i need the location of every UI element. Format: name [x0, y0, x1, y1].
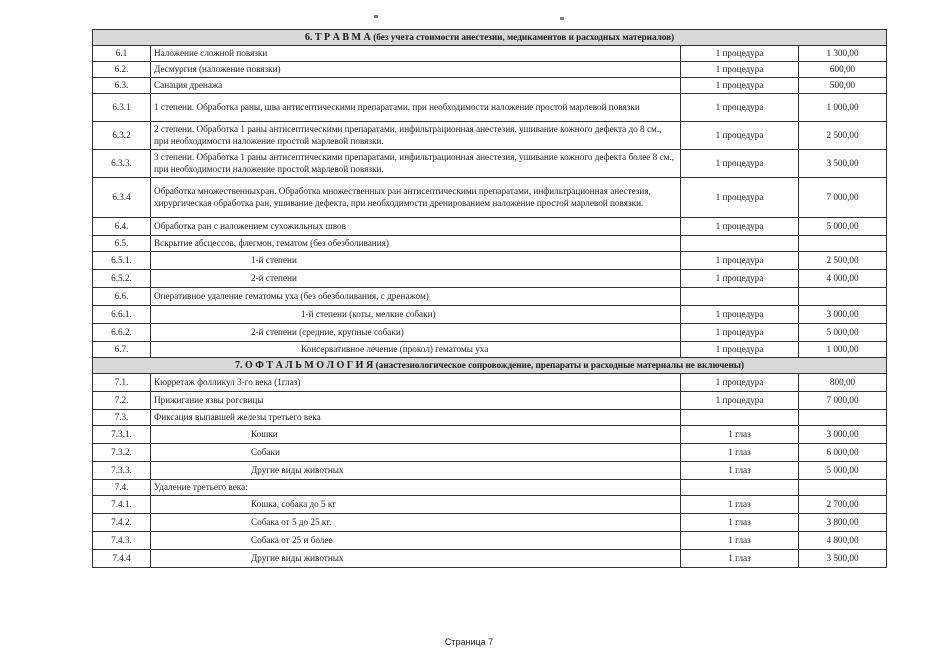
table-row: [93, 514, 887, 532]
item-unit: 1 процедура: [681, 324, 799, 342]
table-row: [93, 392, 887, 410]
item-number: 6.3.1: [93, 94, 151, 122]
item-description: Кошки: [151, 426, 681, 444]
table-row: [93, 410, 887, 426]
table-row: [93, 78, 887, 94]
table-row: [93, 218, 887, 236]
item-price: 3 500,00: [799, 550, 887, 568]
item-number: 6.5.2.: [93, 270, 151, 288]
item-unit: 1 процедура: [681, 270, 799, 288]
item-price: 4 800,00: [799, 532, 887, 550]
item-price: 2 500,00: [799, 252, 887, 270]
table-row: [93, 550, 887, 568]
item-number: 6.3.3.: [93, 150, 151, 178]
scan-speck: [374, 15, 378, 18]
item-unit: 1 процедура: [681, 46, 799, 62]
item-price: 5 000,00: [799, 462, 887, 480]
item-unit: 1 процедура: [681, 252, 799, 270]
item-number: 6.6.: [93, 288, 151, 306]
table-row: [93, 306, 887, 324]
item-price: 2 700,00: [799, 496, 887, 514]
section-note: (анастезиологическое сопровождение, препараты и расходные материалы не включены): [375, 359, 744, 370]
item-description: Кюрретаж фолликул 3-го века (1глаз): [151, 374, 681, 392]
item-price: [799, 288, 887, 306]
item-description: Прижигание язвы рогсвицы: [151, 392, 681, 410]
item-price: 1 000,00: [799, 342, 887, 358]
item-description: Обработка множественныхран. Обработка множественных ран антисептическими препаратами, инфильтрационная анестезия, хирургическая обработка ран, ушивание дефекта, при необходимости дренированием наложение простой марлевой повязки.: [151, 178, 681, 218]
item-unit: 1 процедура: [681, 94, 799, 122]
item-number: 7.4.2.: [93, 514, 151, 532]
item-price: 3 500,00: [799, 150, 887, 178]
item-number: 6.5.1.: [93, 252, 151, 270]
item-number: 6.7.: [93, 342, 151, 358]
item-number: 6.1: [93, 46, 151, 62]
item-unit: 1 процедура: [681, 306, 799, 324]
item-unit: 1 процедура: [681, 178, 799, 218]
item-description: Собака от 25 и более: [151, 532, 681, 550]
item-description: Фиксация выпавшей железы третьего века: [151, 410, 681, 426]
item-unit: 1 процедура: [681, 78, 799, 94]
table-row: [93, 462, 887, 480]
item-description: Удаление третьего века:: [151, 480, 681, 496]
item-description: Другие виды животных: [151, 462, 681, 480]
item-description: 3 степени. Обработка 1 раны антисептическими препаратами, инфильтрационная анестезия, ушивание кожного дефекта более 8 см., при необходимости наложение простой марлевой повязки.: [151, 150, 681, 178]
item-number: 7.3.3.: [93, 462, 151, 480]
item-description: Вскрытие абсцессов, флегмон, гематом (без обезболивания): [151, 236, 681, 252]
item-unit: 1 процедура: [681, 150, 799, 178]
table-row: [93, 324, 887, 342]
item-unit: 1 глаз: [681, 514, 799, 532]
item-number: 6.2.: [93, 62, 151, 78]
item-number: 7.1.: [93, 374, 151, 392]
item-price: 2 500,00: [799, 122, 887, 150]
item-number: 7.4.4: [93, 550, 151, 568]
item-number: 6.3.: [93, 78, 151, 94]
item-price: 5 000,00: [799, 324, 887, 342]
section-header-ophthalmology: [93, 358, 887, 374]
table-row: [93, 178, 887, 218]
table-row: [93, 426, 887, 444]
item-number: 6.3.4: [93, 178, 151, 218]
item-description: 2-й степени (средние, крупные собаки): [151, 324, 681, 342]
item-unit: 1 процедура: [681, 122, 799, 150]
table-row: [93, 342, 887, 358]
item-number: 7.4.: [93, 480, 151, 496]
item-number: 7.4.3.: [93, 532, 151, 550]
table-row: [93, 252, 887, 270]
item-description: Оперативное удаление гематомы уха (без обезболивания, с дренажом): [151, 288, 681, 306]
item-description: Санация дренажа: [151, 78, 681, 94]
item-unit: [681, 236, 799, 252]
item-description: Десмургия (наложение повязки): [151, 62, 681, 78]
item-description: Обработка ран с наложением сухожильных швов: [151, 218, 681, 236]
item-description: Наложение сложной повязки: [151, 46, 681, 62]
table-row: [93, 62, 887, 78]
item-unit: [681, 288, 799, 306]
item-price: 7 000,00: [799, 392, 887, 410]
item-number: 7.4.1.: [93, 496, 151, 514]
item-number: 7.3.1.: [93, 426, 151, 444]
item-price: 3 800,00: [799, 514, 887, 532]
item-price: 3 000,00: [799, 306, 887, 324]
item-price: 5 000,00: [799, 218, 887, 236]
item-description: Другие виды животных: [151, 550, 681, 568]
item-price: 1 300,00: [799, 46, 887, 62]
section-header-trauma: [93, 30, 887, 46]
table-row: [93, 94, 887, 122]
section-title: 6. Т Р А В М А: [304, 31, 371, 43]
item-price: 4 000,00: [799, 270, 887, 288]
item-unit: 1 процедура: [681, 218, 799, 236]
item-description: Собака от 5 до 25 кг.: [151, 514, 681, 532]
item-unit: 1 процедура: [681, 342, 799, 358]
table-row: [93, 444, 887, 462]
item-description: 1-й степени (коты, мелкие собаки): [151, 306, 681, 324]
item-price: 800,00: [799, 374, 887, 392]
table-row: [93, 288, 887, 306]
item-unit: 1 глаз: [681, 532, 799, 550]
item-description: Собаки: [151, 444, 681, 462]
item-unit: 1 процедура: [681, 392, 799, 410]
item-price: 6 000,00: [799, 444, 887, 462]
item-number: 7.3.: [93, 410, 151, 426]
table-row: [93, 236, 887, 252]
item-description: 2 степени. Обработка 1 раны антисептическими препаратами, инфильтрационная анестезия, ушивание кожного дефекта до 8 см., при необходимости наложение простой марлевой повязки.: [151, 122, 681, 150]
item-unit: 1 глаз: [681, 550, 799, 568]
item-description: Консервативное лечение (прокол) гематомы уха: [151, 342, 681, 358]
table-row: [93, 150, 887, 178]
section-note: (без учета стоимости анестезии, медикаментов и расходных материалов): [373, 31, 675, 42]
item-unit: 1 глаз: [681, 426, 799, 444]
table-row: [93, 480, 887, 496]
table-row: [93, 496, 887, 514]
table-row: [93, 46, 887, 62]
item-number: 7.3.2.: [93, 444, 151, 462]
page-number: Страница 7: [444, 637, 494, 647]
item-price: [799, 410, 887, 426]
item-unit: 1 глаз: [681, 462, 799, 480]
item-unit: [681, 410, 799, 426]
scan-speck: [560, 17, 564, 20]
item-number: 6.6.2.: [93, 324, 151, 342]
item-price: [799, 480, 887, 496]
item-unit: 1 процедура: [681, 374, 799, 392]
price-list-table: [92, 29, 887, 568]
table-row: [93, 532, 887, 550]
item-price: 500,00: [799, 78, 887, 94]
item-unit: 1 глаз: [681, 444, 799, 462]
table-row: [93, 270, 887, 288]
item-number: 6.5.: [93, 236, 151, 252]
item-description: 2-й степени: [151, 270, 681, 288]
item-description: 1 степени. Обработка раны, шва антисептическими препаратами, при необходимости наложение простой марлевой повязки: [151, 94, 681, 122]
item-unit: 1 глаз: [681, 496, 799, 514]
item-number: 6.6.1.: [93, 306, 151, 324]
item-price: 1 000,00: [799, 94, 887, 122]
item-description: Кошка, собака до 5 кг: [151, 496, 681, 514]
item-price: 3 000,00: [799, 426, 887, 444]
item-price: 600,00: [799, 62, 887, 78]
item-price: [799, 236, 887, 252]
item-description: 1-й степени: [151, 252, 681, 270]
item-unit: [681, 480, 799, 496]
item-number: 7.2.: [93, 392, 151, 410]
table-row: [93, 374, 887, 392]
section-title: 7. О Ф Т А Л Ь М О Л О Г И Я: [235, 359, 374, 371]
item-number: 6.4.: [93, 218, 151, 236]
item-unit: 1 процедура: [681, 62, 799, 78]
item-number: 6.3.2: [93, 122, 151, 150]
table-row: [93, 122, 887, 150]
item-price: 7 000,00: [799, 178, 887, 218]
